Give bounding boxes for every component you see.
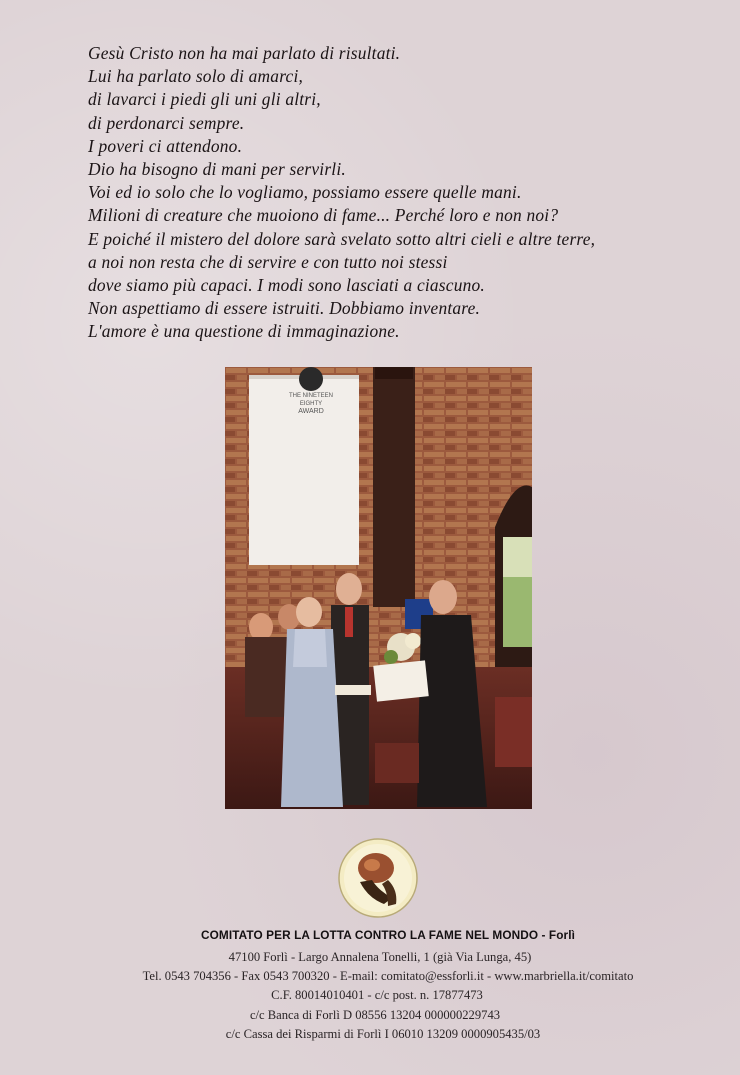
bank-line: c/c Cassa dei Risparmi di Forlì I 06010 13209 0000905435/03 (225, 1026, 541, 1041)
address-line: 47100 Forlì - Largo Annalena Tonelli, 1 (già Via Lunga, 45) (228, 950, 532, 964)
poem-line: di lavarci i piedi gli uni gli altri, (88, 89, 321, 110)
poem-line: Gesù Cristo non ha mai parlato di risultati. (88, 43, 401, 63)
contacts-line: Tel. 0543 704356 - Fax 0543 700320 - E-mail: comitato@essforli.it - www.marbriella.it/comitato (142, 969, 634, 984)
poem-text (88, 42, 708, 344)
award-ceremony-photo (225, 367, 532, 809)
poem-line: E poiché il mistero del dolore sarà svelato sotto altri cieli e altre terre, (88, 228, 596, 249)
poem-line: a noi non resta che di servire e con tutto noi stessi (88, 251, 448, 272)
poem-line: dove siamo più capaci. I modi sono lasciati a ciascuno. (88, 275, 485, 296)
footer (0, 928, 740, 1044)
poem-line: Lui ha parlato solo di amarci, (88, 66, 304, 87)
tax-postal-line: C.F. 80014010401 - c/c post. n. 17877473 (271, 988, 483, 1003)
organization-logo (338, 838, 418, 918)
poem-line: Non aspettiamo di essere istruiti. Dobbiamo inventare. (88, 298, 481, 319)
banner-line: AWARD (298, 408, 324, 415)
poem-line: Milioni di creature che muoiono di fame... Perché loro e non noi? (88, 205, 559, 226)
banner-line: THE NINETEEN (288, 393, 334, 399)
poem-line: di perdonarci sempre. (88, 112, 245, 133)
poem-line: I poveri ci attendono. (88, 135, 243, 156)
poem-line: Voi ed io solo che lo vogliamo, possiamo essere quelle mani. (88, 182, 522, 203)
poem-line: L'amore è una questione di immaginazione. (88, 321, 400, 342)
bank-line: c/c Banca di Forlì D 08556 13204 000000229743 (249, 1007, 501, 1022)
banner-line: EIGHTY (299, 401, 323, 407)
poem-line: Dio ha bisogno di mani per servirli. (88, 159, 346, 180)
organization-name: COMITATO PER LA LOTTA CONTRO LA FAME NEL MONDO - Forlì (201, 928, 575, 942)
